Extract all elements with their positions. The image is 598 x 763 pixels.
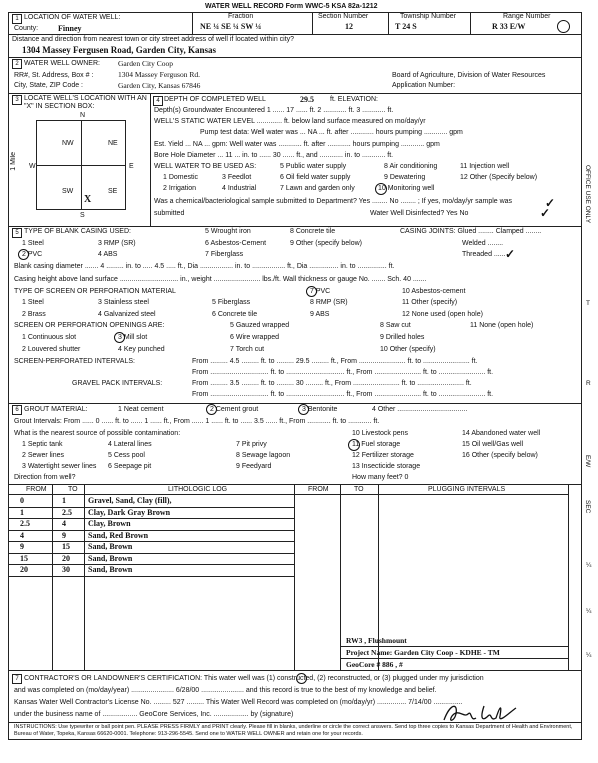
log-to-cell: 4 (62, 519, 66, 528)
county-value: Finney (58, 24, 82, 33)
pvc-screen-circle (306, 286, 317, 297)
office-use-label: OFFICE USE ONLY (584, 165, 591, 224)
log-to-cell: 2.5 (62, 507, 72, 517)
address-value: 1304 Massey Ferguson Rd. (118, 70, 200, 79)
log-from-cell: 20 (20, 565, 28, 574)
city-value: Garden City, Kansas 67846 (118, 81, 201, 90)
fuel-storage-circle (348, 439, 360, 451)
owner-label: WATER WELL OWNER: (24, 60, 100, 67)
checkmark: ✓ (545, 196, 556, 210)
log-note: Project Name: Garden City Coop - KDHE - TM (346, 648, 500, 657)
mill-slot-circle (114, 332, 125, 343)
log-from-cell: 0 (20, 496, 24, 505)
table-row-divider (8, 564, 294, 565)
bentonite-circle (298, 404, 309, 415)
depth-label: DEPTH OF COMPLETED WELL (164, 96, 266, 103)
pvc-casing-circle (18, 249, 29, 260)
log-from-cell: 1 (20, 507, 24, 517)
owner-value: Garden City Coop (118, 59, 173, 68)
log-from-cell: 15 (20, 553, 28, 563)
township-value: T 24 S (395, 22, 417, 31)
log-lithology-cell: Sand, Brown (88, 542, 133, 551)
cement-grout-circle (206, 404, 217, 415)
log-from-cell: 9 (20, 542, 24, 551)
log-note: RW3 , Flushmount (346, 636, 407, 645)
log-to-cell: 30 (62, 565, 70, 574)
address-label: RR#, St. Address, Box # : (14, 72, 94, 79)
log-from-cell: 4 (20, 530, 24, 540)
log-lithology-cell: Clay, Dark Gray Brown (88, 507, 171, 517)
range-value: R 33 E/W (492, 22, 526, 31)
range-label: Range Number (503, 13, 551, 20)
log-table: FROM TO LITHOLOGIC LOG FROM TO PLUGGING INTERVALS (8, 484, 568, 670)
county-label: County: (14, 25, 39, 32)
constructed-circle (296, 673, 307, 684)
log-lithology-cell: Sand, Brown (88, 565, 133, 574)
log-lithology-cell: Sand, Red Brown (88, 530, 149, 540)
table-row-divider (8, 553, 294, 554)
checkmark: ✓ (505, 247, 516, 261)
log-lithology-cell: Clay, Brown (88, 519, 131, 528)
mile-label: 1 Mile (10, 152, 17, 171)
location-title: LOCATION OF WATER WELL: (24, 14, 121, 21)
application-number-label: Application Number: (392, 82, 456, 89)
form-title: WATER WELL RECORD Form WWC-5 KSA 82a-1212 (205, 3, 378, 10)
locate-title: LOCATE WELL'S LOCATION WITH AN "X" IN SECTION BOX: (24, 95, 147, 110)
table-row-divider (8, 576, 294, 577)
city-label: City, State, ZIP Code : (14, 82, 83, 89)
monitoring-well-circle (375, 183, 387, 195)
checkmark: ✓ (540, 206, 551, 220)
fraction-value: NE ¼ SE ¼ SW ¼ (200, 22, 262, 31)
depth-value: 29.5 (300, 95, 314, 104)
log-note: GeoCore # 886 , # (346, 660, 403, 669)
table-row-divider (8, 518, 294, 519)
section-number-label: Section Number (318, 13, 369, 20)
distance-value: 1304 Massey Fergusen Road, Garden City, Kansas (22, 45, 217, 55)
range-w-circle (557, 20, 570, 33)
log-to-cell: 9 (62, 530, 66, 540)
fraction-label: Fraction (228, 13, 254, 20)
log-to-cell: 15 (62, 542, 70, 551)
instructions: INSTRUCTIONS: Use typewriter or ball point pen. PLEASE PRESS FIRMLY and PRINT clearly. Please fill in blanks, underline or circle the correct answers. Send top three copies to Kansas Department of Health and Environment, Bureau of Water, Topeka, Kansas 66620-0001. Telephone: 913-296-5545. Send one to WATER WELL OWNER and retain one for your records. (14, 724, 573, 737)
log-from-cell: 2.5 (20, 519, 30, 528)
well-location-x: X (84, 194, 92, 205)
log-lithology-cell: Gravel, Sand, Clay (fill), (88, 496, 172, 505)
township-label: Township Number (400, 13, 457, 20)
distance-label: Distance and direction from nearest town or city street address of well if located within city? (12, 36, 295, 43)
section-number-value: 12 (345, 22, 353, 31)
log-lithology-cell: Sand, Brown (88, 553, 133, 563)
table-row-divider (8, 530, 294, 531)
section-grid (36, 120, 126, 210)
table-row-divider (8, 541, 294, 542)
log-to-cell: 20 (62, 553, 70, 563)
log-to-cell: 1 (62, 496, 66, 505)
board-text: Board of Agriculture, Division of Water Resources (392, 72, 546, 79)
